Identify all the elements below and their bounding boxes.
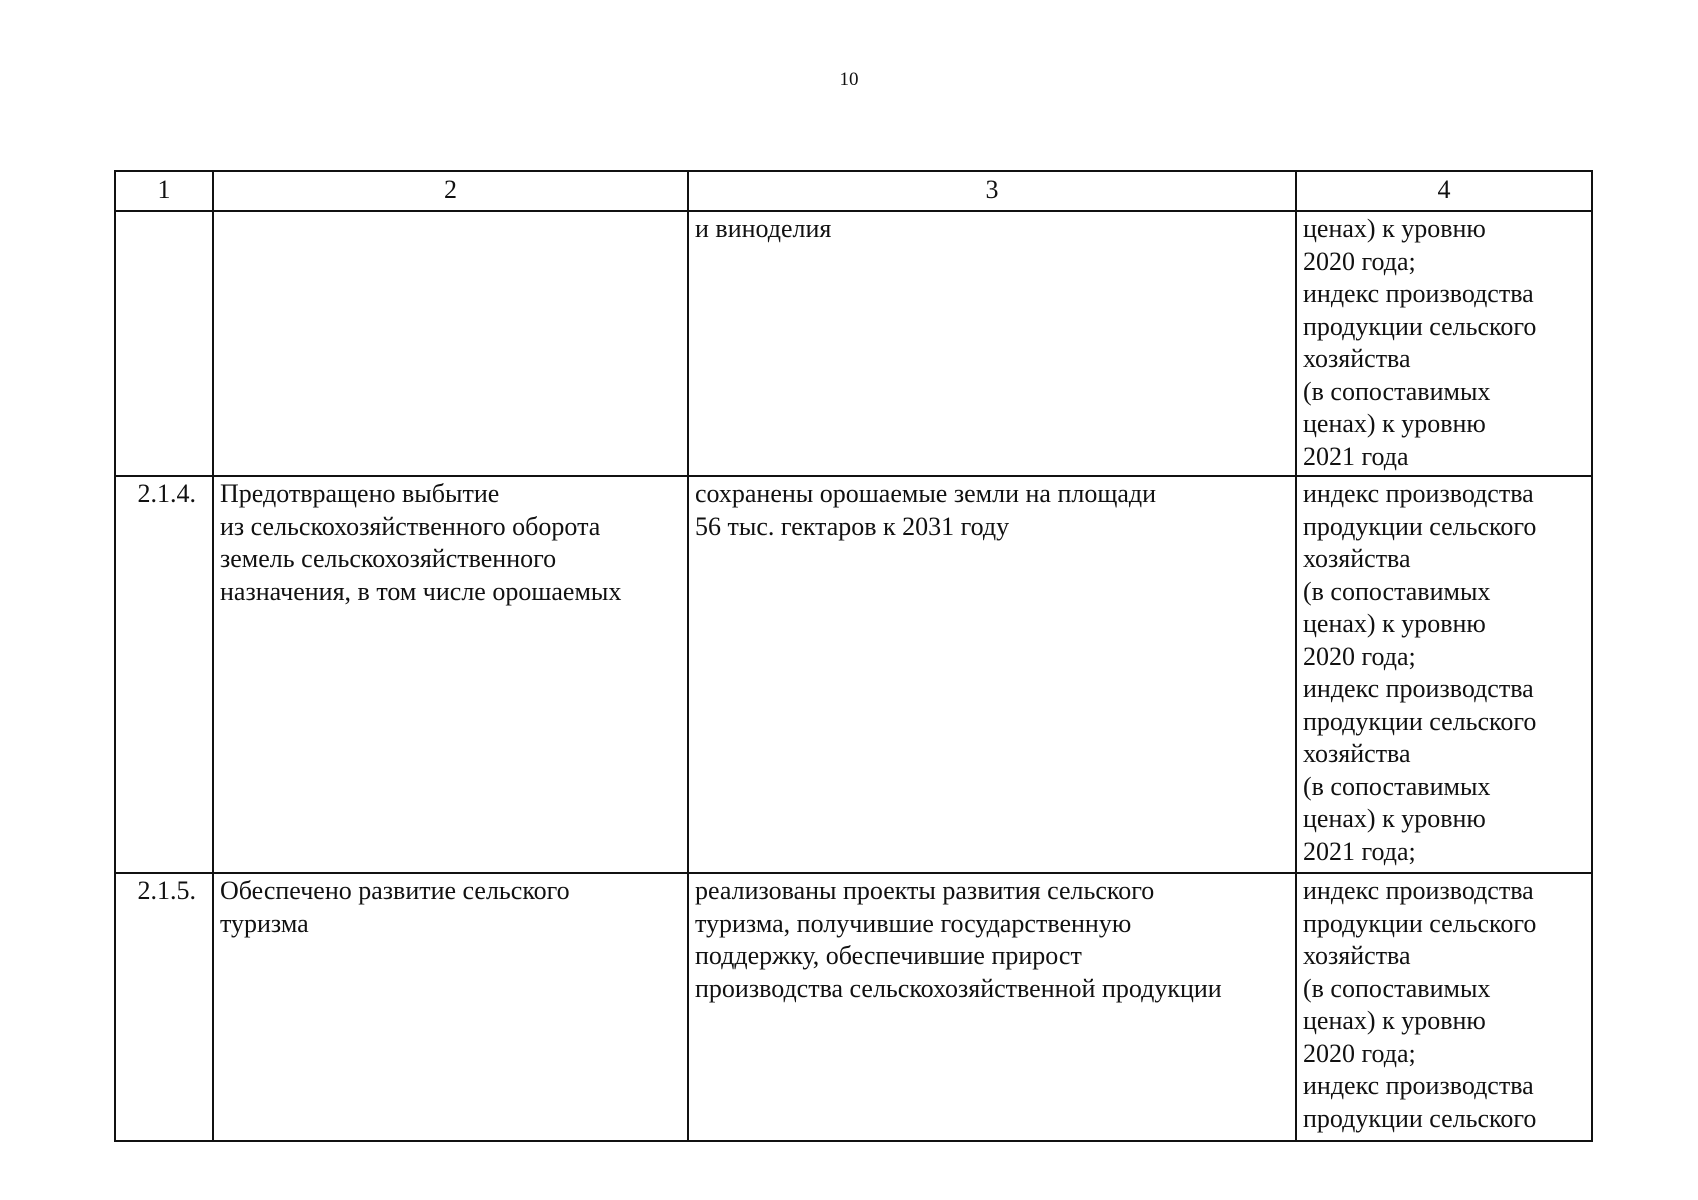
table-row xyxy=(115,211,1592,476)
cell-text-line: хозяйства xyxy=(1303,739,1411,768)
cell-text-line: продукции сельского xyxy=(1303,311,1537,341)
cell-text-line: (в сопоставимых xyxy=(1303,576,1491,606)
cell-text-line: Предотвращено выбытие xyxy=(220,479,500,508)
indicator-cell xyxy=(1296,476,1592,873)
indicator-cell xyxy=(1296,211,1592,476)
table-row xyxy=(115,476,1592,873)
cell-text-line: 2020 года; xyxy=(1303,1038,1416,1068)
characteristic-cell xyxy=(688,211,1296,476)
result-cell xyxy=(213,211,688,476)
cell-text-line: продукции сельского xyxy=(1303,1103,1537,1133)
cell-text-line: и виноделия xyxy=(695,214,832,243)
column-header-4: 4 xyxy=(1296,171,1592,211)
cell-text-line: индекс производства xyxy=(1303,279,1534,308)
characteristic-cell xyxy=(688,476,1296,873)
row-number-cell xyxy=(115,476,213,873)
cell-text-line: (в сопоставимых xyxy=(1303,771,1491,801)
cell-text-line: поддержку, обеспечившие прирост xyxy=(695,941,1082,970)
cell-text-line: ценах) к уровню xyxy=(1303,409,1486,438)
cell-text-line: хозяйства xyxy=(1303,544,1411,573)
cell-text-line: 2.1.4. xyxy=(137,479,196,508)
cell-text-line: 2020 года; xyxy=(1303,246,1416,276)
cell-text-line: продукции сельского xyxy=(1303,908,1537,938)
indicator-cell xyxy=(1296,873,1592,1141)
cell-text-line: сохранены орошаемые земли на площади xyxy=(695,479,1157,508)
cell-text-line: хозяйства xyxy=(1303,941,1411,970)
cell-text-line: индекс производства xyxy=(1303,876,1534,905)
result-cell xyxy=(213,873,688,1141)
cell-text-line: индекс производства xyxy=(1303,674,1534,703)
cell-text-line: индекс производства xyxy=(1303,1071,1534,1100)
row-number-cell xyxy=(115,211,213,476)
result-cell xyxy=(213,476,688,873)
cell-text-line: реализованы проекты развития сельского xyxy=(695,876,1155,905)
cell-text-line: 56 тыс. гектаров к 2031 году xyxy=(695,511,1010,541)
cell-text-line: 2020 года; xyxy=(1303,641,1416,671)
cell-text-line: продукции сельского xyxy=(1303,706,1537,736)
characteristic-cell xyxy=(688,873,1296,1141)
cell-text-line: 2021 года; xyxy=(1303,836,1416,866)
cell-text-line: из сельскохозяйственного оборота xyxy=(220,511,601,541)
cell-text-line: продукции сельского xyxy=(1303,511,1537,541)
cell-text-line: земель сельскохозяйственного xyxy=(220,544,557,573)
row-number-cell xyxy=(115,873,213,1141)
cell-text-line: хозяйства xyxy=(1303,344,1411,373)
cell-text-line: производства сельскохозяйственной продукции xyxy=(695,973,1222,1003)
table-header-row xyxy=(115,171,1592,211)
cell-text-line: индекс производства xyxy=(1303,479,1534,508)
cell-text-line: Обеспечено развитие сельского xyxy=(220,876,570,905)
cell-text-line: ценах) к уровню xyxy=(1303,214,1486,243)
cell-text-line: (в сопоставимых xyxy=(1303,973,1491,1003)
cell-text-line: (в сопоставимых xyxy=(1303,376,1491,406)
cell-text-line: туризма, получившие государственную xyxy=(695,908,1132,938)
table-row xyxy=(115,873,1592,1141)
page-number: 10 xyxy=(839,69,859,90)
document-table xyxy=(114,170,1593,1142)
column-header-1: 1 xyxy=(115,171,213,211)
cell-text-line: ценах) к уровню xyxy=(1303,804,1486,833)
cell-text-line: туризма xyxy=(220,908,309,938)
column-header-3: 3 xyxy=(688,171,1296,211)
cell-text-line: ценах) к уровню xyxy=(1303,1006,1486,1035)
cell-text-line: 2.1.5. xyxy=(137,876,196,905)
cell-text-line: назначения, в том числе орошаемых xyxy=(220,576,622,606)
cell-text-line: ценах) к уровню xyxy=(1303,609,1486,638)
cell-text-line: 2021 года xyxy=(1303,441,1409,471)
column-header-2: 2 xyxy=(213,171,688,211)
